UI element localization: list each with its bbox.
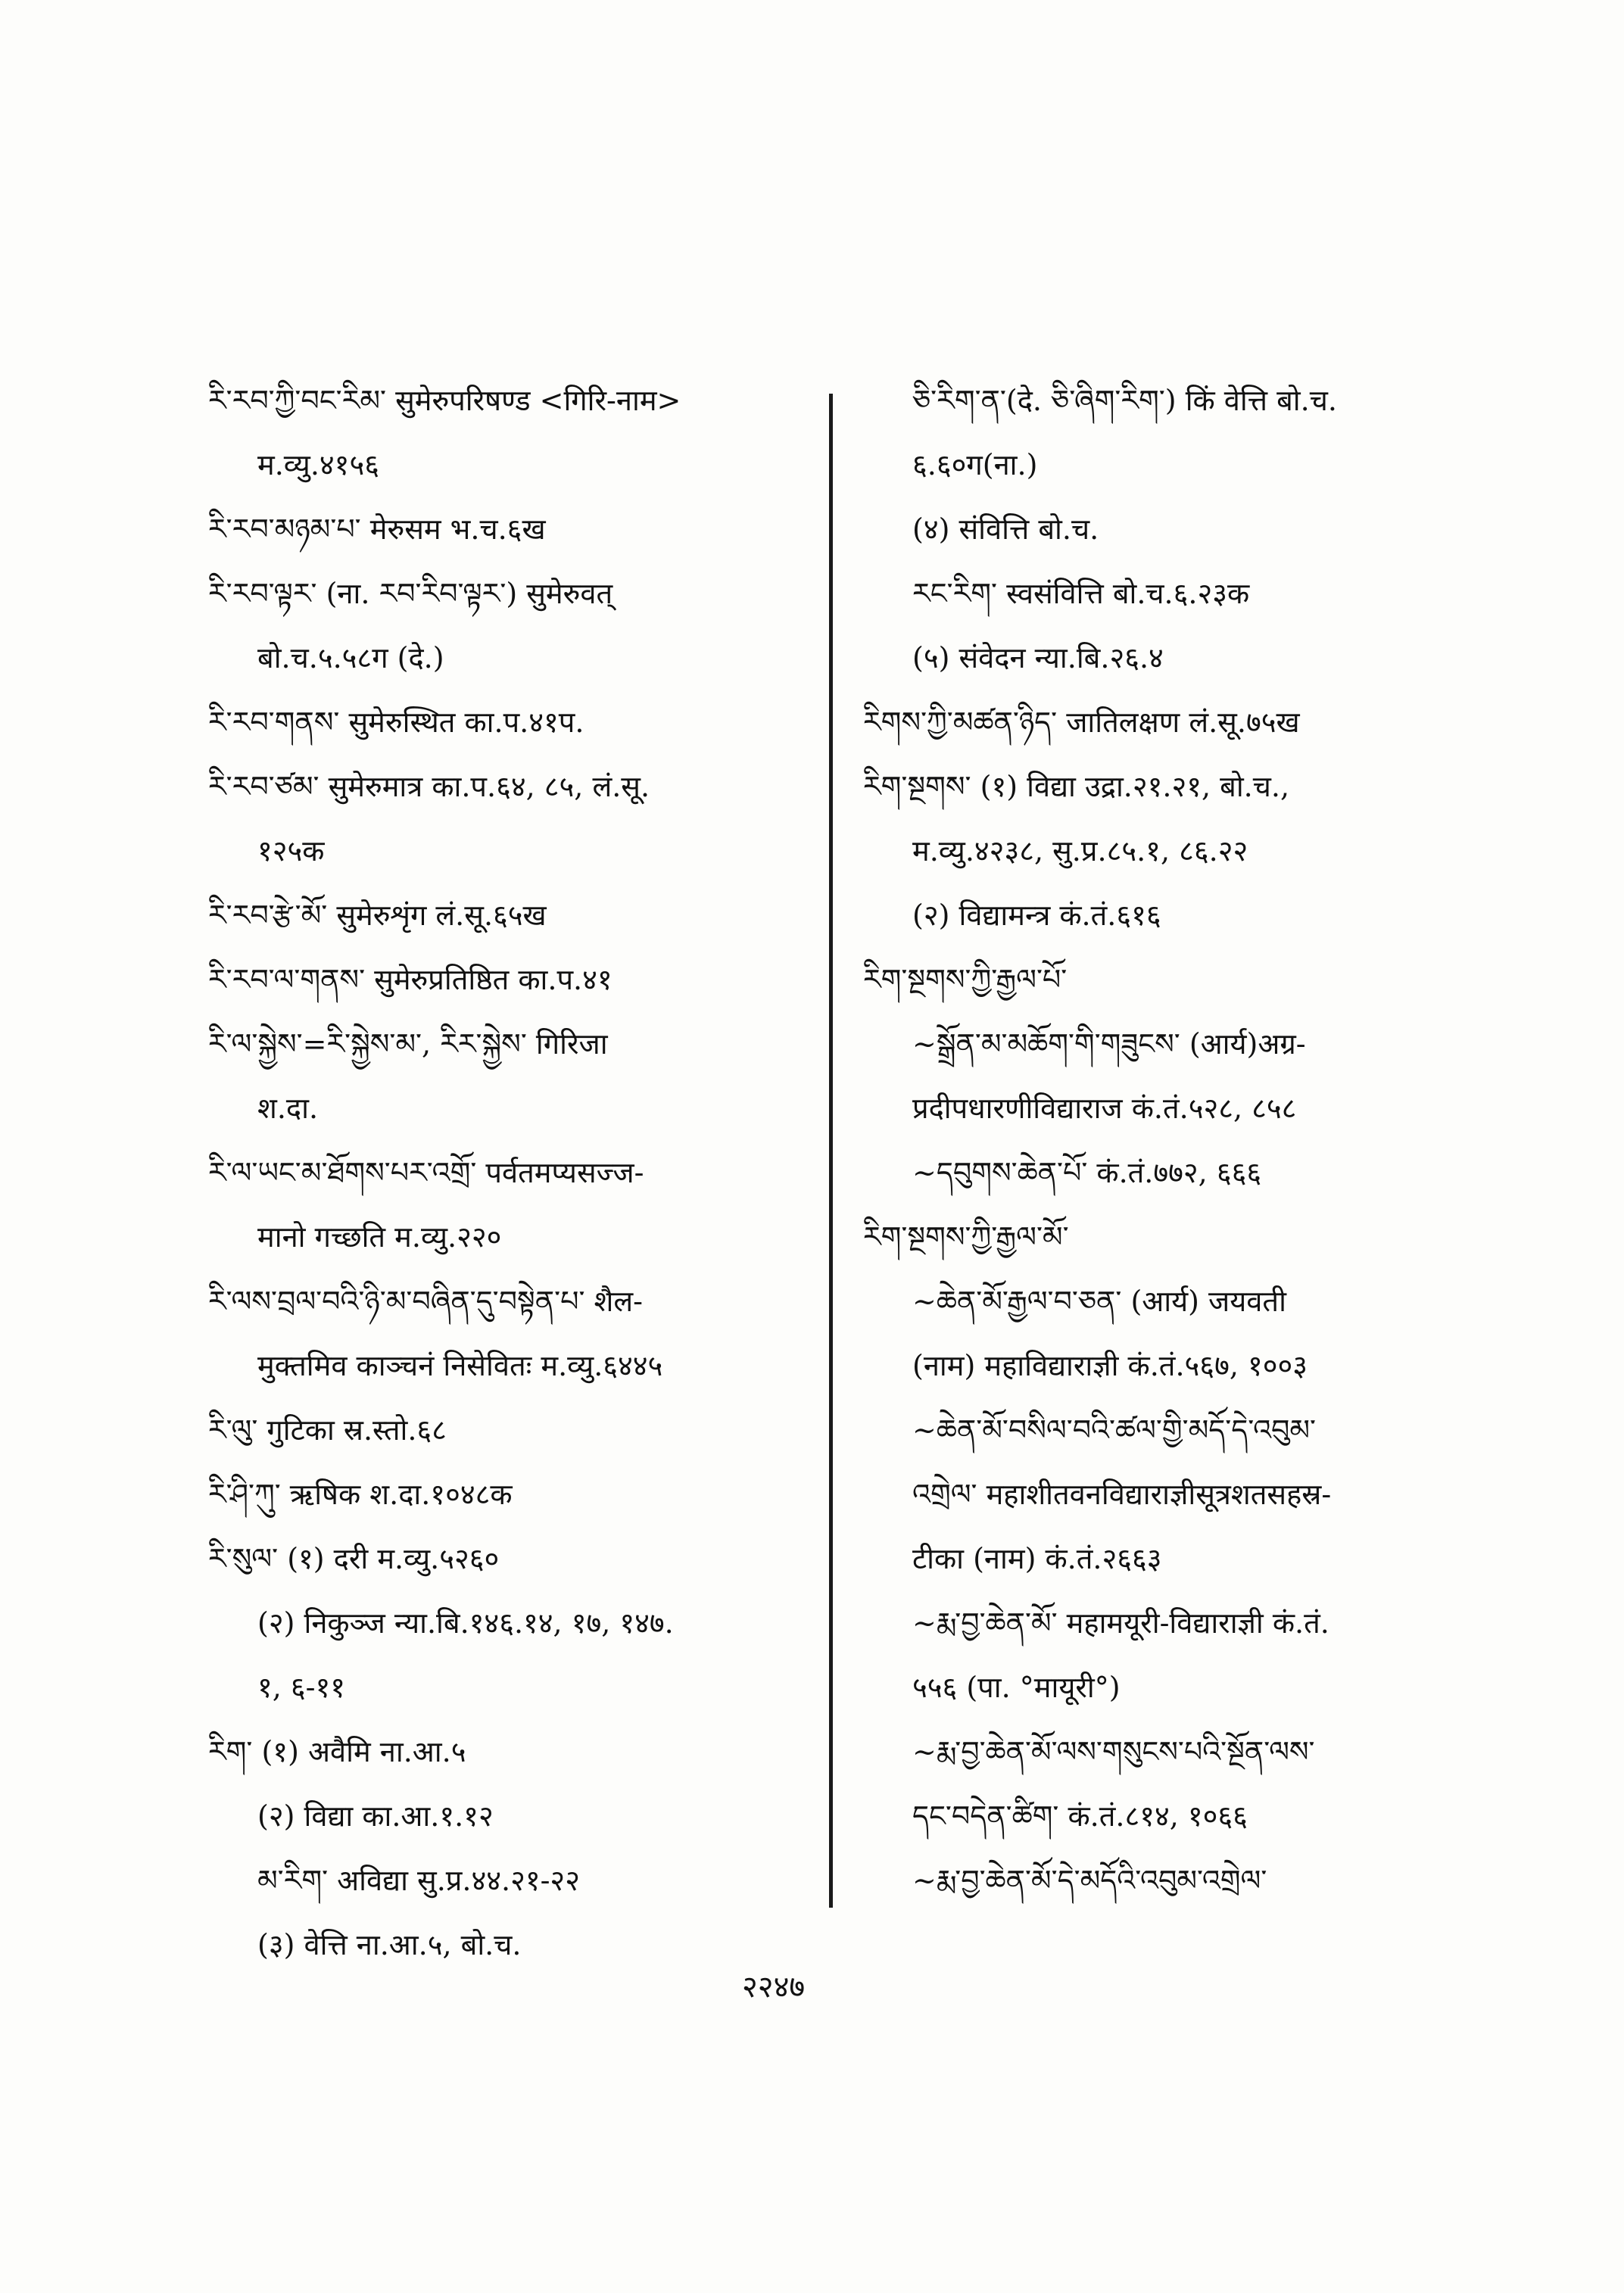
right-entry-line: ~རྨ་བྱ་ཆེན་མོ་ལས་གསུངས་པའི་སྔོན་ལས་	[912, 1735, 1315, 1768]
right-entry-line: ~རྨ་བྱ་ཆེན་མོ་དེ་མདོའི་འབུམ་འགྲེལ་	[912, 1864, 1267, 1897]
left-entry-line: རི་རབ་ལ་གནས་ सुमेरुप्रतिष्ठित का.प.४१	[208, 963, 613, 996]
right-entry-line: प्रदीपधारणीविद्याराज कं.तं.५२८, ८५८	[912, 1092, 1297, 1125]
left-entry-line: རི་རབ་གནས་ सुमेरुस्थित का.प.४१प.	[208, 706, 584, 739]
left-entry-line: (२) विद्या का.आ.१.१२	[257, 1799, 494, 1833]
left-entry-line: (२) निकुञ्ज न्या.बि.१४६.१४, १७, १४७.	[257, 1606, 674, 1640]
left-entry-line: རི་རབ་རྩེ་མོ་ सुमेरुशृंग लं.सू.६५ख	[208, 899, 547, 932]
right-entry-line: འགྲེལ་ महाशीतवनविद्याराज्ञीसूत्रशतसहस्र-	[912, 1478, 1332, 1511]
right-entry-line: དང་བདེན་ཚིག་ कं.तं.८१४, १०६६	[912, 1799, 1248, 1833]
left-entry-line: རི་ལ་སྐྱེས་=རི་སྐྱེས་མ་, རིར་སྐྱེས་ गिरिजा	[208, 1027, 608, 1061]
right-entry-line: ~རྨ་བྱ་ཆེན་མོ་ महामयूरी-विद्याराज्ञी कं.तं.	[912, 1606, 1329, 1640]
right-entry-line: (४) संवित्ति बो.च.	[912, 512, 1099, 546]
left-entry-line: मुक्तमिव काञ्चनं निसेवितः म.व्यु.६४४५	[257, 1349, 663, 1382]
left-entry-line: རི་རབ་ལྟར་ (ना. རབ་རིབ་ལྟར་) सुमेरुवत्	[208, 577, 613, 610]
column-divider	[829, 394, 833, 1908]
right-entry-line: ~ཆེན་མོ་བསིལ་བའི་ཚལ་གྱི་མདོ་དེ་འབུམ་	[912, 1413, 1317, 1447]
left-entry-line: རིག་ (१) अवैमि ना.आ.५	[208, 1735, 466, 1768]
right-entry-line: म.व्यु.४२३८, सु.प्र.८५.१, ८६.२२	[912, 834, 1248, 868]
right-entry-line: རིག་སྔགས་ཀྱི་རྒྱལ་མོ་	[863, 1220, 1069, 1254]
left-entry-line: རི་ལ་ཡང་མ་ཐོགས་པར་འགྲོ་ पर्वतमप्यसज्ज-	[208, 1156, 644, 1189]
right-entry-line: ~ཆེན་མོ་རྒྱལ་བ་ཅན་ (आर्य) जयवती	[912, 1285, 1286, 1318]
left-entry-line: རི་རབ་ཀྱི་བང་རིམ་ सुमेरुपरिषण्ड <गिरि-नाम>	[208, 384, 681, 417]
right-entry-line: རིག་སྔགས་ཀྱི་རྒྱལ་པོ་	[863, 963, 1068, 996]
left-entry-line: རི་རབ་ཙམ་ सुमेरुमात्र का.प.६४, ८५, लं.सू.	[208, 770, 650, 803]
right-entry-line: (५) संवेदन न्या.बि.२६.४	[912, 641, 1164, 675]
right-entry-line: ~དབུགས་ཆེན་པོ་ कं.तं.७७२, ६६६	[912, 1156, 1262, 1189]
page-number: २२४७	[742, 1970, 806, 2005]
left-entry-line: १, ६-११	[257, 1671, 346, 1704]
left-entry-line: རི་ལས་བྲལ་བའི་ཉི་མ་བཞིན་དུ་བསྟེན་པ་ शैल-	[208, 1285, 643, 1318]
right-entry-line: (२) विद्यामन्त्र कं.तं.६१६	[912, 899, 1161, 932]
right-entry-line: རིག་སྔགས་ (१) विद्या उद्रा.२१.२१, बो.च.,	[863, 770, 1290, 803]
left-entry-line: རི་ཤི་ཀུ་ ऋषिक श.दा.१०४८क	[208, 1478, 513, 1511]
left-entry-line: རི་ལུ་ गुटिका स्र.स्तो.६८	[208, 1413, 447, 1447]
left-entry-line: རི་རབ་མཉམ་པ་ मेरुसम भ.च.६ख	[208, 512, 546, 546]
right-entry-line: (नाम) महाविद्याराज्ञी कं.तं.५६७, १००३	[912, 1349, 1308, 1382]
right-entry-line: ཅི་རིག་ན་(दे. ཅི་ཞིག་རིག་) किं वेत्ति बो.च.	[912, 384, 1337, 417]
right-entry-line: རང་རིག་ स्वसंवित्ति बो.च.६.२३क	[912, 577, 1250, 610]
right-entry-line: ५५६ (पा. °मायूरी°)	[912, 1671, 1121, 1704]
left-entry-line: མ་རིག་ अविद्या सु.प्र.४४.२१-२२	[257, 1864, 580, 1897]
left-entry-line: मानो गच्छति म.व्यु.२२०	[257, 1220, 502, 1254]
left-entry-line: म.व्यु.४१५६	[257, 448, 379, 481]
left-column	[208, 382, 837, 1991]
left-entry-line: श.दा.	[257, 1092, 319, 1125]
right-column	[863, 382, 1492, 1927]
left-entry-line: १२५क	[257, 834, 325, 868]
left-entry-line: (३) वेत्ति ना.आ.५, बो.च.	[257, 1928, 522, 1961]
left-entry-line: རི་སུལ་ (१) दरी म.व्यु.५२६०	[208, 1542, 500, 1575]
right-entry-line: ६.६०ग(ना.)	[912, 448, 1038, 481]
left-entry-line: बो.च.५.५८ग (दे.)	[257, 641, 444, 675]
right-entry-line: རིགས་ཀྱི་མཚན་ཉིད་ जातिलक्षण लं.सू.७५ख	[863, 706, 1300, 739]
right-entry-line: ~སྒྲོན་མ་མཆོག་གི་གཟུངས་ (आर्य)अग्र-	[912, 1027, 1306, 1061]
right-entry-line: टीका (नाम) कं.तं.२६६३	[912, 1542, 1162, 1575]
